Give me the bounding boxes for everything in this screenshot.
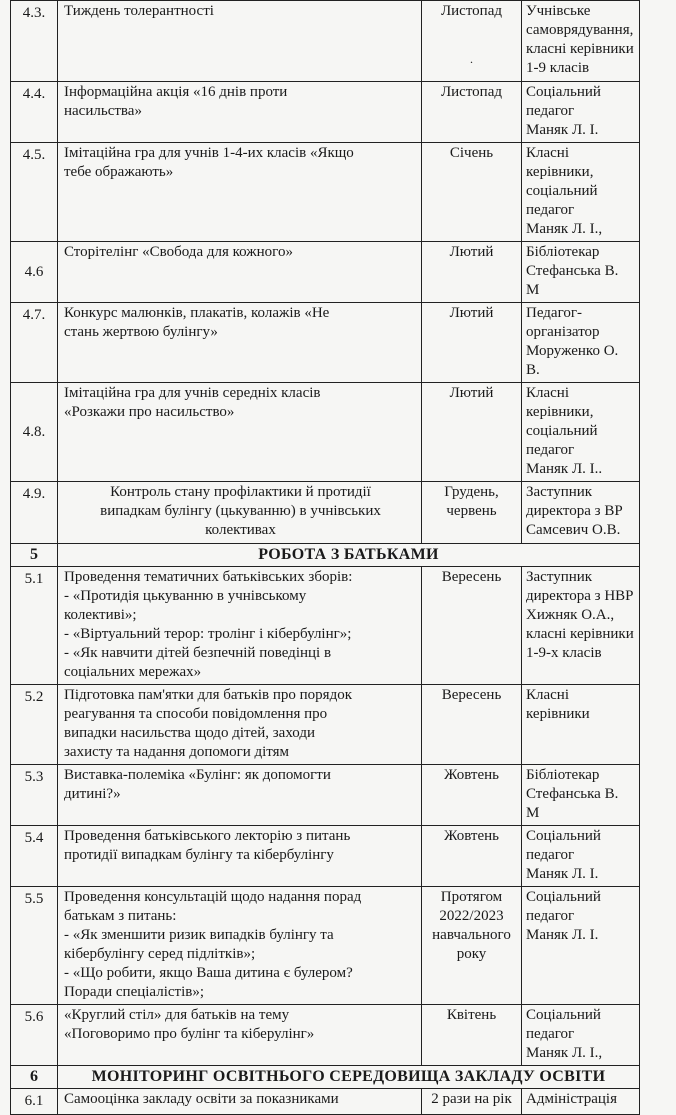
row-number: 5.1 [11,567,58,685]
activity-cell: Імітаційна гра для учнів 1-4-их класів «Якщо тебе ображають» [58,143,422,242]
activity-cell: Контроль стану профілактики й протидії випадкам булінгу (цькуванню) в учнівських колективах [58,482,422,544]
section-number: 5 [11,544,58,567]
responsible-cell: Соціальний педагог Маняк Л. І. [522,887,640,1005]
responsible-cell: Бібліотекар Стефанська В. М [522,242,640,303]
table-row [11,567,640,685]
table-row [11,1005,640,1066]
row-number: 6.1 [11,1089,58,1115]
table-row [11,242,640,303]
activity-cell: «Круглий стіл» для батьків на тему «Поговоримо про булінг та кіберулінг» [58,1005,422,1066]
date-cell: 2 рази на рік [422,1089,522,1115]
table-row [11,1,640,82]
responsible-cell: Педагог- організатор Моруженко О. В. [522,303,640,383]
activity-cell: Проведення консультацій щодо надання порад батькам з питань: - «Як зменшити ризик випадків булінгу та кібербулінгу серед підлітків»; - «Що робити, якщо Ваша дитина є булером? Поради спеціалістів»; [58,887,422,1005]
row-number: 5.3 [11,765,58,826]
date-cell: Протягом 2022/2023 навчального року [422,887,522,1005]
responsible-cell: Соціальний педагог Маняк Л. І. [522,826,640,887]
date-cell: Лютий [422,383,522,482]
stray-mark: · [469,55,474,69]
table-row [11,887,640,1005]
table-row [11,765,640,826]
activities-table [10,0,640,1115]
date-cell: Січень [422,143,522,242]
activity-cell: Тиждень толерантності [58,1,422,82]
row-number: 5.4 [11,826,58,887]
section-header-row [11,1066,640,1089]
responsible-cell: Соціальний педагог Маняк Л. І., [522,1005,640,1066]
row-number: 5.5 [11,887,58,1005]
date-cell: Вересень [422,685,522,765]
date-cell: Грудень, червень [422,482,522,544]
responsible-cell: Класні керівники [522,685,640,765]
activity-cell: Проведення батьківського лекторію з питань протидії випадкам булінгу та кібербулінгу [58,826,422,887]
responsible-cell: Класні керівники, соціальний педагог Маняк Л. І., [522,143,640,242]
row-number: 4.4. [11,82,58,143]
table-row [11,1089,640,1115]
responsible-cell: Учнівське самоврядування, класні керівники 1-9 класів [522,1,640,82]
date-cell: Жовтень [422,826,522,887]
date-cell: Лютий [422,303,522,383]
row-number: 4.9. [11,482,58,544]
responsible-cell: Заступник директора з ВР Самсевич О.В. [522,482,640,544]
activity-cell: Інформаційна акція «16 днів проти насильства» [58,82,422,143]
row-number: 4.6 [11,242,58,303]
activity-cell: Сторітелінг «Свобода для кожного» [58,242,422,303]
responsible-cell: Бібліотекар Стефанська В. М [522,765,640,826]
activity-cell: Підготовка пам'ятки для батьків про порядок реагування та способи повідомлення про випадки насильства щодо дітей, заходи захисту та надання допомоги дітям [58,685,422,765]
table-row [11,482,640,544]
date-cell: Лютий [422,242,522,303]
table-row [11,303,640,383]
responsible-cell: Адміністрація [522,1089,640,1115]
row-number: 4.8. [11,383,58,482]
date-cell: Вересень [422,567,522,685]
activity-cell: Проведення тематичних батьківських зборів: - «Протидія цькуванню в учнівському колективі»; - «Віртуальний терор: тролінг і кібербулінг»; - «Як навчити дітей безпечній поведінці в соціальних мережах» [58,567,422,685]
section-header-row [11,544,640,567]
table-row [11,143,640,242]
activity-cell: Самооцінка закладу освіти за показниками [58,1089,422,1115]
activity-cell: Конкурс малюнків, плакатів, колажів «Не стань жертвою булінгу» [58,303,422,383]
activity-cell: Імітаційна гра для учнів середніх класів «Розкажи про насильство» [58,383,422,482]
date-cell: Жовтень [422,765,522,826]
date-cell: Листопад [422,82,522,143]
row-number: 4.7. [11,303,58,383]
section-number: 6 [11,1066,58,1089]
table-row [11,685,640,765]
section-title: РОБОТА З БАТЬКАМИ [58,544,640,567]
date-cell: Листопад · [422,1,522,82]
section-title: МОНІТОРИНГ ОСВІТНЬОГО СЕРЕДОВИЩА ЗАКЛАДУ ОСВІТИ [58,1066,640,1089]
responsible-cell: Соціальний педагог Маняк Л. І. [522,82,640,143]
row-number: 5.2 [11,685,58,765]
table-row [11,82,640,143]
row-number: 5.6 [11,1005,58,1066]
table-row [11,383,640,482]
row-number: 4.5. [11,143,58,242]
responsible-cell: Класні керівники, соціальний педагог Маняк Л. І.. [522,383,640,482]
table-row [11,826,640,887]
activity-cell: Виставка-полеміка «Булінг: як допомогти дитині?» [58,765,422,826]
responsible-cell: Заступник директора з НВР Хижняк О.А., класні керівники 1-9-х класів [522,567,640,685]
row-number: 4.3. [11,1,58,82]
date-cell: Квітень [422,1005,522,1066]
